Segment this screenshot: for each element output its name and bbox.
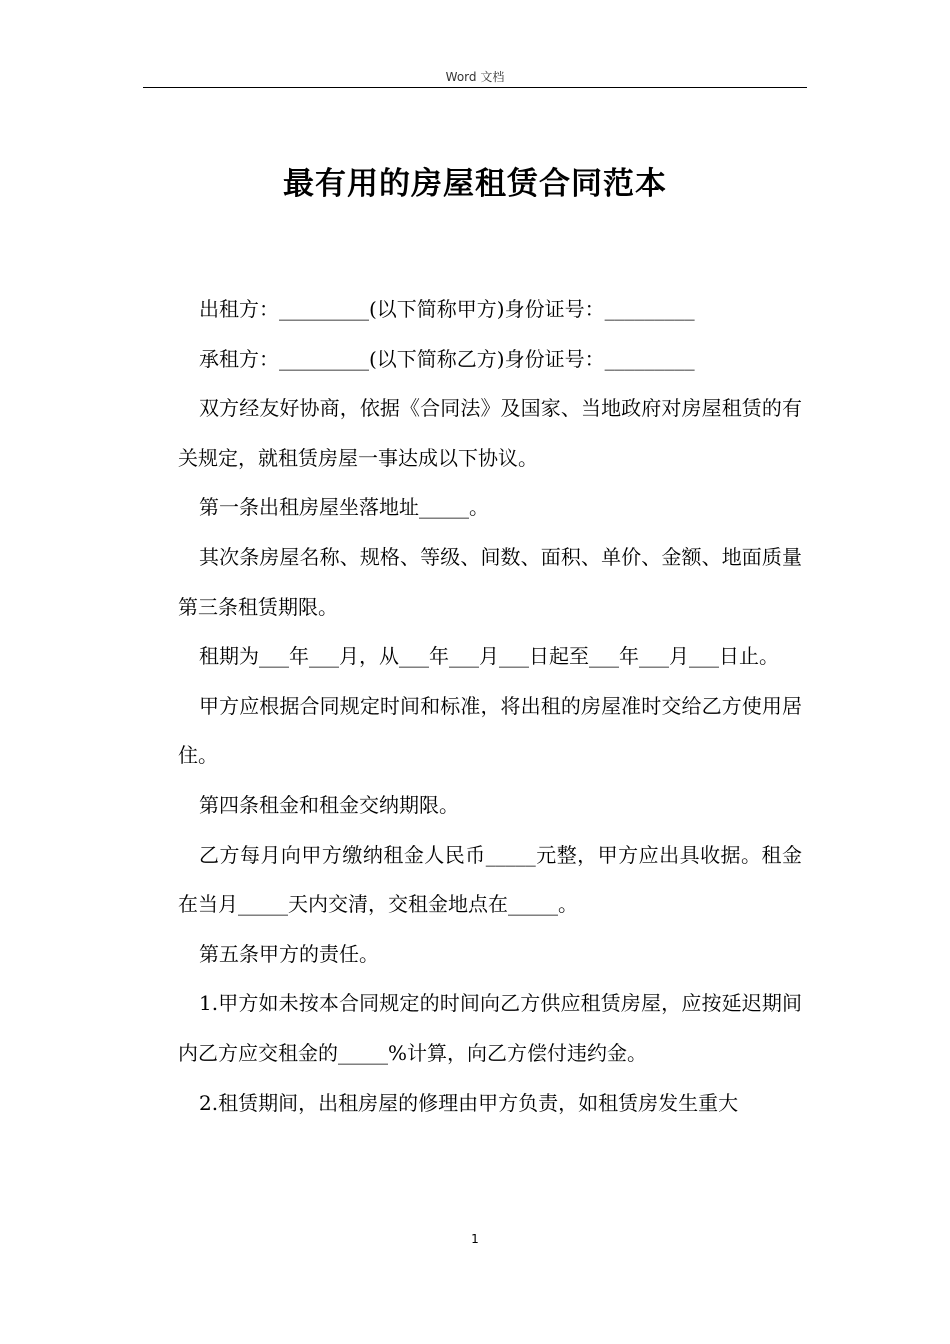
page-number: 1 <box>471 1232 479 1246</box>
paragraph-rent-payment: 乙方每月向甲方缴纳租金人民币_____元整，甲方应出具收据。租金在当月_____天内交清，交租金地点在_____。 <box>178 842 802 917</box>
header-divider <box>143 87 807 88</box>
paragraph-clause-2: 2.租赁期间，出租房屋的修理由甲方负责，如租赁房发生重大 <box>199 1090 739 1115</box>
document-body <box>178 285 802 1128</box>
paragraph-article-4: 第四条租金和租金交纳期限。 <box>199 792 459 817</box>
paragraph-article-5: 第五条甲方的责任。 <box>199 941 379 966</box>
paragraph-lease-term: 租期为___年___月，从___年___月___日起至___年___月___日止。 <box>199 644 779 669</box>
paragraph-preamble: 双方经友好协商，依据《合同法》及国家、当地政府对房屋租赁的有关规定，就租赁房屋一事达成以下协议。 <box>178 396 802 470</box>
paragraph-delivery: 甲方应根据合同规定时间和标准，将出租的房屋准时交给乙方使用居住。 <box>178 693 802 768</box>
document-header-label: Word 文档 <box>445 70 505 84</box>
paragraph-article-1: 第一条出租房屋坐落地址_____。 <box>199 495 489 520</box>
paragraph-clause-1: 1.甲方如未按本合同规定的时间向乙方供应租赁房屋，应按延迟期间内乙方应交租金的_____%计算，向乙方偿付违约金。 <box>178 991 802 1065</box>
document-title: 最有用的房屋租赁合同范本 <box>283 166 667 202</box>
paragraph-lessee: 承租方：_________(以下简称乙方)身份证号：_________ <box>199 346 695 371</box>
paragraph-lessor: 出租方：_________(以下简称甲方)身份证号：_________ <box>199 297 695 321</box>
paragraph-article-2: 其次条房屋名称、规格、等级、间数、面积、单价、金额、地面质量第三条租赁期限。 <box>178 544 802 619</box>
